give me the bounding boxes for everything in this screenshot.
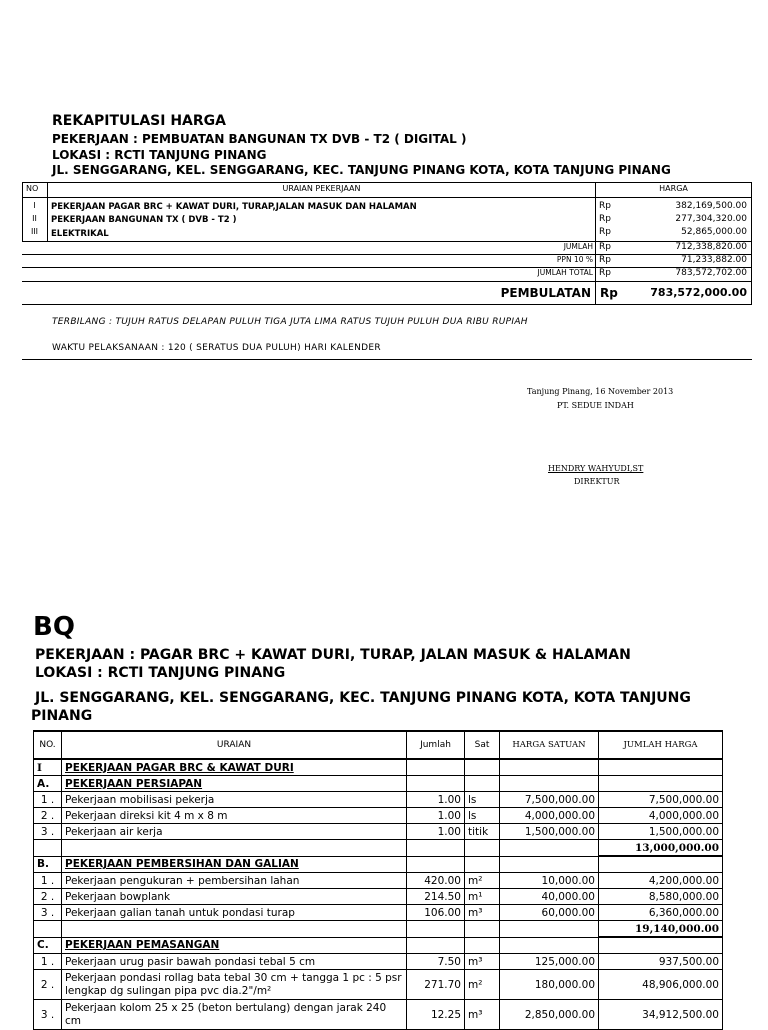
- item-harga: 40,000.00: [500, 889, 599, 905]
- item-total: 6,360,000.00: [599, 905, 723, 921]
- bq-title: BQ: [33, 612, 75, 642]
- section-row: [34, 856, 723, 873]
- rekap-pembulatan-label: PEMBULATAN: [500, 286, 591, 300]
- rekap-row-harga: 277,304,320.00: [675, 214, 747, 224]
- item-no: 3 .: [34, 905, 62, 921]
- item-harga: 1,500,000.00: [500, 824, 599, 840]
- item-jumlah: 420.00: [407, 873, 465, 889]
- item-harga: 7,500,000.00: [500, 792, 599, 808]
- rekap-waktu: WAKTU PELAKSANAAN : 120 ( SERATUS DUA PULUH) HARI KALENDER: [52, 343, 381, 353]
- rekap-ppn-value: 71,233,882.00: [681, 255, 747, 265]
- rekap-row-uraian: PEKERJAAN PAGAR BRC + KAWAT DURI, TURAP,JALAN MASUK DAN HALAMAN: [51, 202, 417, 212]
- rekap-jumlah-value: 712,338,820.00: [675, 242, 747, 252]
- item-sat: m³: [465, 1000, 500, 1030]
- section-label: PEKERJAAN PEMBERSIHAN DAN GALIAN: [62, 856, 407, 873]
- section-label: PEKERJAAN PERSIAPAN: [62, 776, 407, 792]
- item-sat: m³: [465, 905, 500, 921]
- table-row: [34, 808, 723, 824]
- rekap-pekerjaan: PEKERJAAN : PEMBUATAN BANGUNAN TX DVB - T2 ( DIGITAL ): [52, 132, 467, 146]
- rekap-pembulatan-currency: Rp: [600, 286, 618, 300]
- rekap-row-harga: 52,865,000.00: [681, 227, 747, 237]
- item-sat: m²: [465, 970, 500, 1000]
- item-total: 48,906,000.00: [599, 970, 723, 1000]
- item-harga: 180,000.00: [500, 970, 599, 1000]
- item-harga: 60,000.00: [500, 905, 599, 921]
- item-harga: 2,850,000.00: [500, 1000, 599, 1030]
- table-row: [34, 792, 723, 808]
- item-total: 8,580,000.00: [599, 889, 723, 905]
- item-no: 3 .: [34, 824, 62, 840]
- subtotal-row: [34, 921, 723, 938]
- section-no: A.: [34, 776, 62, 792]
- rekap-header-uraian: URAIAN PEKERJAAN: [282, 184, 361, 193]
- bq-header-harga-satuan: HARGA SATUAN: [500, 731, 599, 759]
- rekap-row-no: II: [32, 214, 37, 223]
- rekap-row-no: III: [30, 227, 39, 236]
- section-no: C.: [34, 937, 62, 954]
- item-no: 1 .: [34, 792, 62, 808]
- bq-header-uraian: URAIAN: [62, 731, 407, 759]
- rekap-lokasi: LOKASI : RCTI TANJUNG PINANG: [52, 148, 267, 162]
- rekap-row-uraian: ELEKTRIKAL: [51, 229, 109, 239]
- rekap-header-harga: HARGA: [659, 184, 688, 193]
- rekap-row-currency: Rp: [599, 227, 611, 237]
- subtotal-row: [34, 840, 723, 857]
- item-harga: 125,000.00: [500, 954, 599, 970]
- item-jumlah: 12.25: [407, 1000, 465, 1030]
- item-total: 937,500.00: [599, 954, 723, 970]
- item-jumlah: 271.70: [407, 970, 465, 1000]
- item-no: 2 .: [34, 808, 62, 824]
- section-no: I: [34, 759, 62, 776]
- rekap-pembulatan-value: 783,572,000.00: [650, 286, 747, 299]
- subtotal-value: 13,000,000.00: [599, 840, 723, 857]
- table-row: [34, 1000, 723, 1030]
- rekap-ppn-label: PPN 10 %: [556, 255, 593, 264]
- item-sat: titik: [465, 824, 500, 840]
- item-no: 2 .: [34, 970, 62, 1000]
- item-jumlah: 7.50: [407, 954, 465, 970]
- rekap-total-label: JUMLAH TOTAL: [537, 268, 593, 277]
- item-uraian: Pekerjaan air kerja: [62, 824, 407, 840]
- perusahaan: PT. SEDUE INDAH: [557, 401, 634, 410]
- item-sat: m¹: [465, 889, 500, 905]
- rekap-row-uraian: PEKERJAAN BANGUNAN TX ( DVB - T2 ): [51, 215, 237, 225]
- divider: [22, 359, 752, 360]
- penandatangan: HENDRY WAHYUDI,ST: [548, 464, 644, 473]
- rekap-jumlah-label: JUMLAH: [563, 242, 593, 251]
- table-row: [34, 954, 723, 970]
- item-sat: m³: [465, 954, 500, 970]
- bq-alamat-2: PINANG: [31, 708, 93, 724]
- rekap-row-currency: Rp: [599, 201, 611, 211]
- item-uraian: Pekerjaan urug pasir bawah pondasi tebal 5 cm: [62, 954, 407, 970]
- item-uraian: Pekerjaan pondasi rollag bata tebal 30 cm + tangga 1 pc : 5 psr lengkap dg sulingan pipa pvc dia.2"/m²: [62, 970, 407, 1000]
- bq-table: [33, 730, 723, 1030]
- item-sat: ls: [465, 808, 500, 824]
- section-label: PEKERJAAN PEMASANGAN: [62, 937, 407, 954]
- item-jumlah: 1.00: [407, 792, 465, 808]
- item-no: 3 .: [34, 1000, 62, 1030]
- rekap-alamat: JL. SENGGARANG, KEL. SENGGARANG, KEC. TANJUNG PINANG KOTA, KOTA TANJUNG PINANG: [52, 163, 671, 177]
- section-row: [34, 776, 723, 792]
- item-uraian: Pekerjaan galian tanah untuk pondasi turap: [62, 905, 407, 921]
- section-no: B.: [34, 856, 62, 873]
- section-row: [34, 759, 723, 776]
- item-total: 4,000,000.00: [599, 808, 723, 824]
- item-no: 1 .: [34, 873, 62, 889]
- table-row: [34, 970, 723, 1000]
- tempat-tanggal: Tanjung Pinang, 16 November 2013: [527, 387, 674, 396]
- section-label: PEKERJAAN PAGAR BRC & KAWAT DURI: [62, 759, 407, 776]
- section-row: [34, 937, 723, 954]
- item-harga: 4,000,000.00: [500, 808, 599, 824]
- item-no: 2 .: [34, 889, 62, 905]
- bq-lokasi: LOKASI : RCTI TANJUNG PINANG: [35, 665, 286, 681]
- bq-pekerjaan: PEKERJAAN : PAGAR BRC + KAWAT DURI, TURAP, JALAN MASUK & HALAMAN: [35, 647, 631, 663]
- subtotal-value: 19,140,000.00: [599, 921, 723, 938]
- item-no: 1 .: [34, 954, 62, 970]
- item-total: 4,200,000.00: [599, 873, 723, 889]
- item-jumlah: 1.00: [407, 808, 465, 824]
- bq-header-jumlah: Jumlah: [407, 731, 465, 759]
- bq-alamat-1: JL. SENGGARANG, KEL. SENGGARANG, KEC. TANJUNG PINANG KOTA, KOTA TANJUNG: [35, 690, 691, 706]
- rekap-jumlah-currency: Rp: [599, 242, 611, 252]
- item-jumlah: 106.00: [407, 905, 465, 921]
- rekap-row-no: I: [33, 201, 36, 210]
- rekap-row-harga: 382,169,500.00: [675, 201, 747, 211]
- item-jumlah: 214.50: [407, 889, 465, 905]
- rekap-header-no: NO: [26, 184, 39, 193]
- item-total: 34,912,500.00: [599, 1000, 723, 1030]
- item-total: 1,500,000.00: [599, 824, 723, 840]
- bq-header-jumlah-harga: JUMLAH HARGA: [599, 731, 723, 759]
- rekap-total-value: 783,572,702.00: [675, 268, 747, 278]
- rekap-terbilang: TERBILANG : TUJUH RATUS DELAPAN PULUH TIGA JUTA LIMA RATUS TUJUH PULUH DUA RIBU RUPIAH: [52, 317, 528, 327]
- bq-header-no: NO.: [34, 731, 62, 759]
- bq-header-row: [34, 731, 723, 759]
- item-uraian: Pekerjaan mobilisasi pekerja: [62, 792, 407, 808]
- jabatan: DIREKTUR: [574, 477, 620, 486]
- item-jumlah: 1.00: [407, 824, 465, 840]
- item-uraian: Pekerjaan kolom 25 x 25 (beton bertulang) dengan jarak 240 cm: [62, 1000, 407, 1030]
- item-sat: m²: [465, 873, 500, 889]
- table-row: [34, 905, 723, 921]
- item-uraian: Pekerjaan bowplank: [62, 889, 407, 905]
- item-uraian: Pekerjaan direksi kit 4 m x 8 m: [62, 808, 407, 824]
- bq-header-sat: Sat: [465, 731, 500, 759]
- rekap-total-currency: Rp: [599, 268, 611, 278]
- rekap-row-currency: Rp: [599, 214, 611, 224]
- rekap-title: REKAPITULASI HARGA: [52, 113, 226, 129]
- table-row: [34, 889, 723, 905]
- rekap-ppn-currency: Rp: [599, 255, 611, 265]
- item-total: 7,500,000.00: [599, 792, 723, 808]
- table-row: [34, 873, 723, 889]
- item-harga: 10,000.00: [500, 873, 599, 889]
- item-sat: ls: [465, 792, 500, 808]
- table-row: [34, 824, 723, 840]
- item-uraian: Pekerjaan pengukuran + pembersihan lahan: [62, 873, 407, 889]
